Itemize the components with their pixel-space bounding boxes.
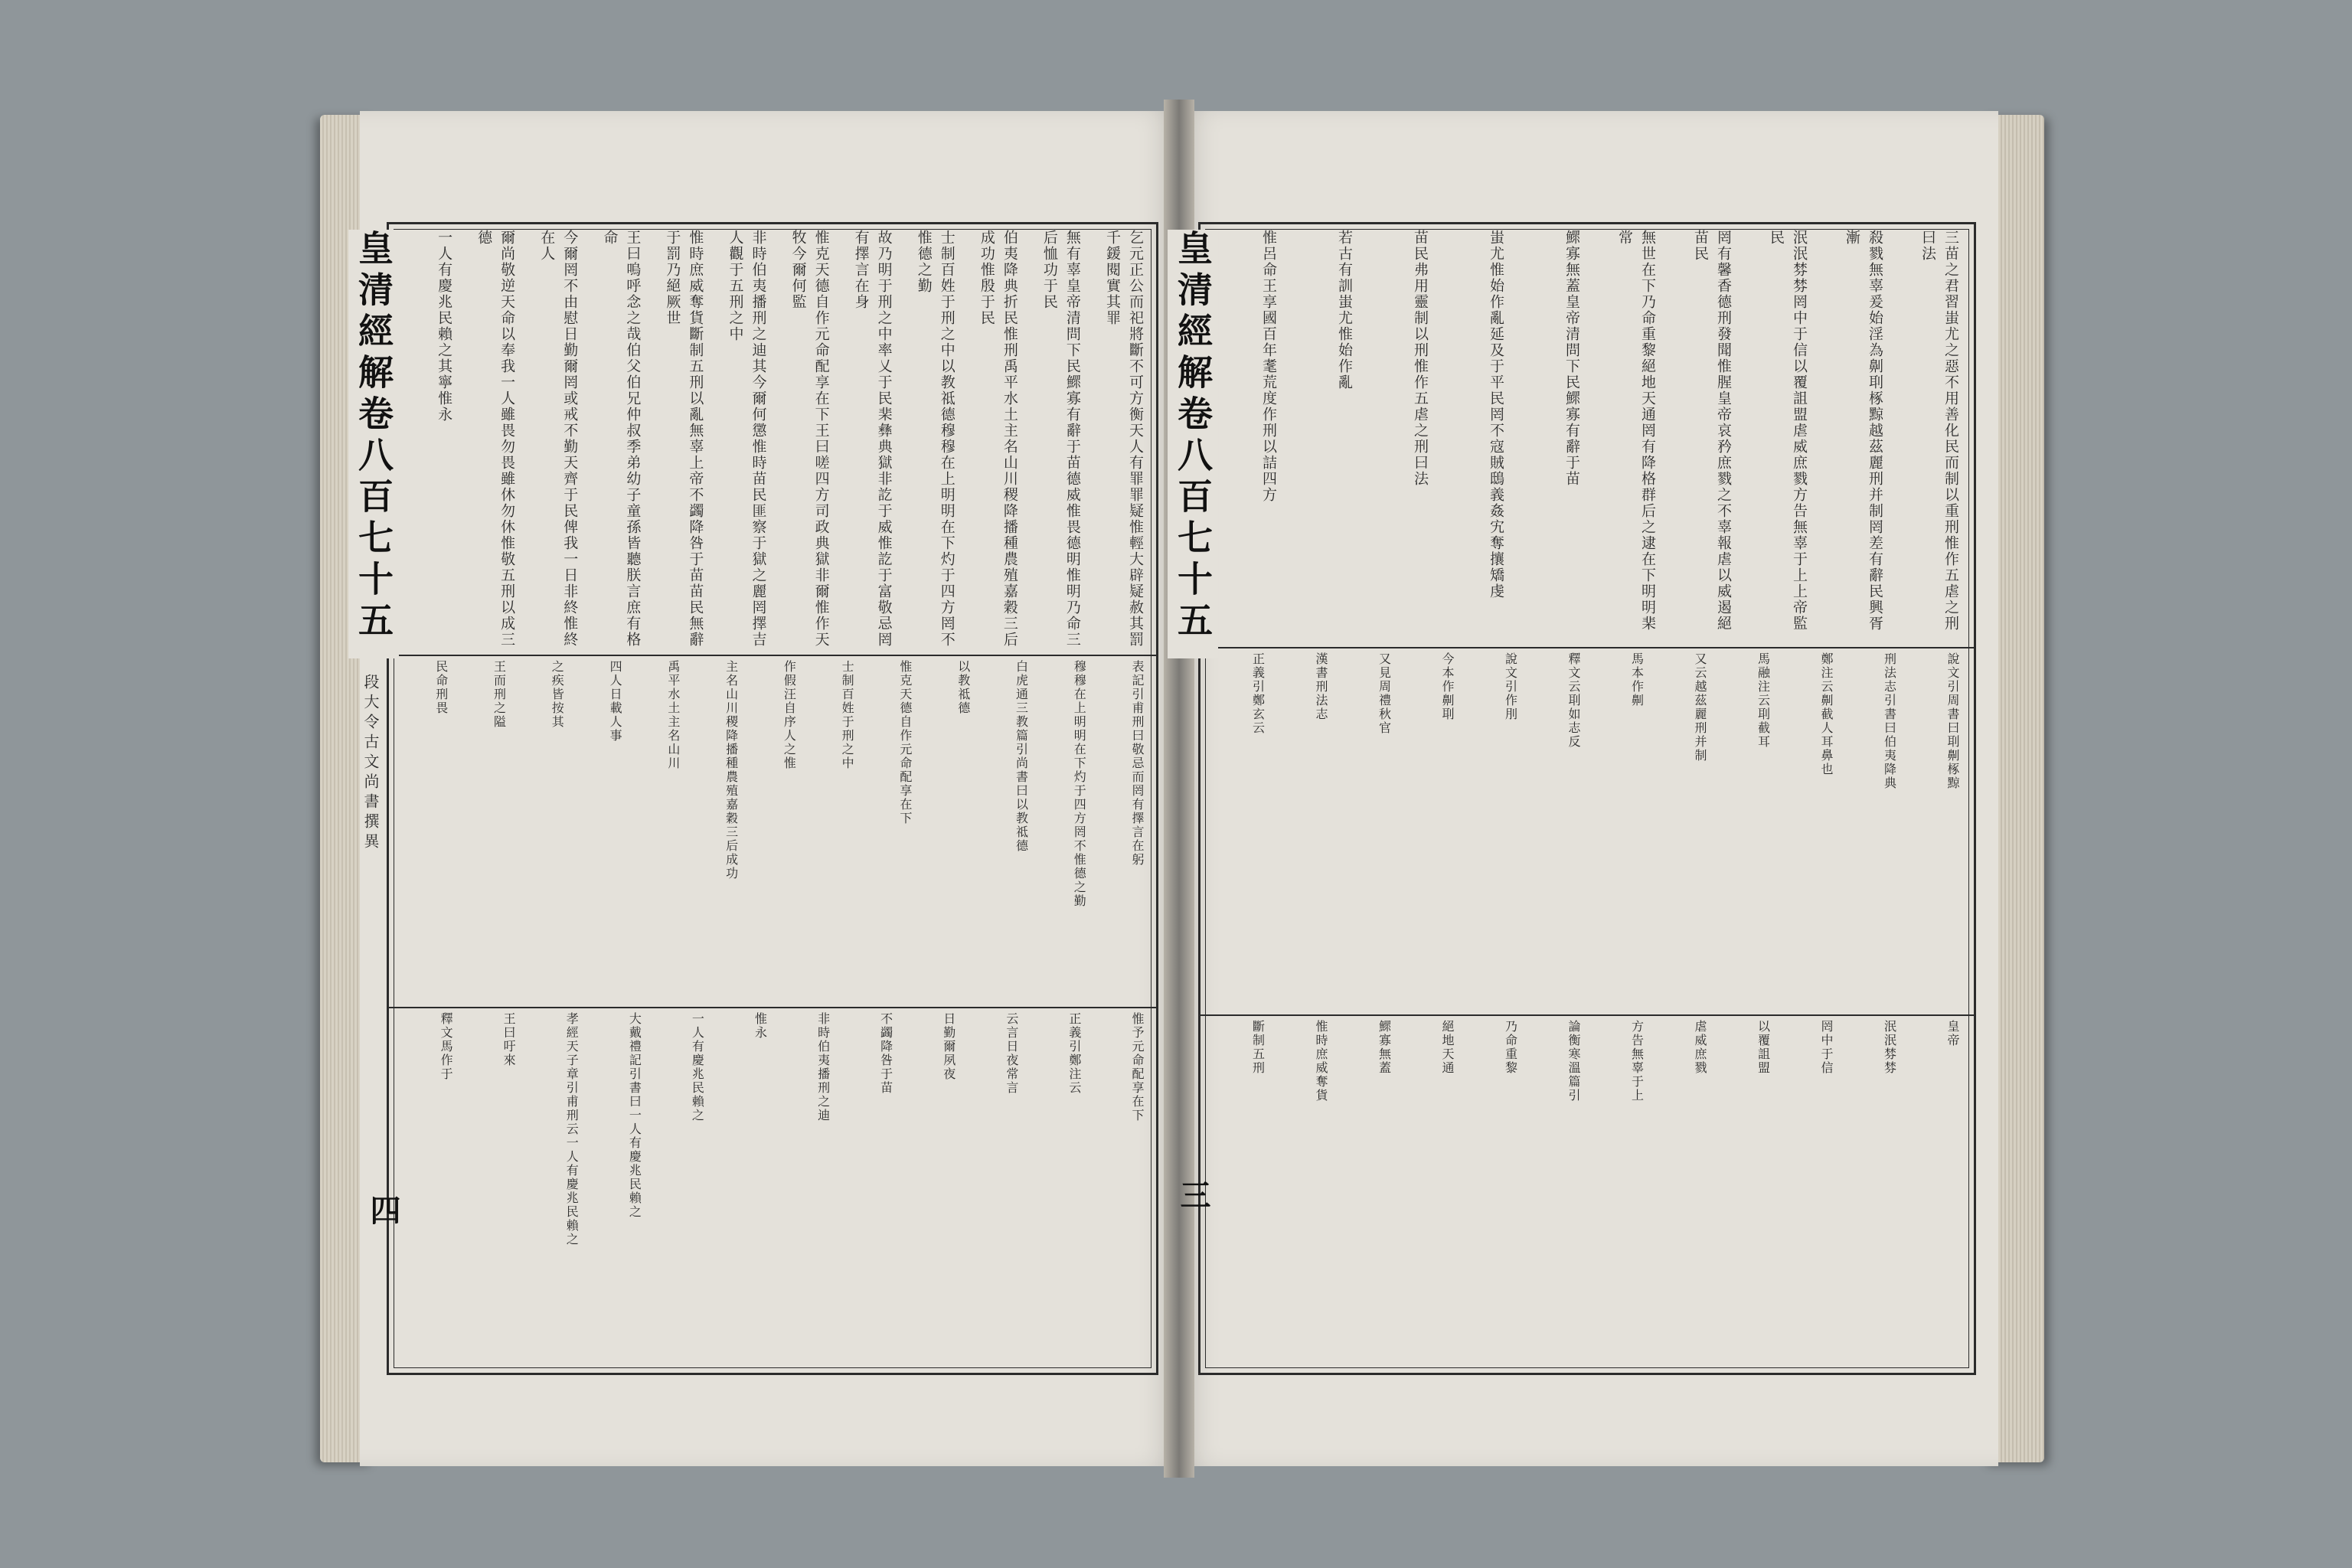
right-band-rule-2 <box>1198 1014 1976 1016</box>
left-bottom-column: 云言日夜常言 <box>1004 1012 1019 1095</box>
right-bottom-column: 斷制五刑 <box>1250 1020 1266 1075</box>
right-lower-column: 刑法志引書曰伯夷降典 <box>1882 652 1897 790</box>
left-upper-column: 士制百姓于刑之中以教祗德穆穆在上明明在下灼于四方罔不惟德之勤 <box>915 230 956 648</box>
right-bottom-column: 罔中于信 <box>1819 1020 1834 1075</box>
right-upper-column: 惟呂命王享國百年耄荒度作刑以詰四方 <box>1260 230 1277 503</box>
left-lower-column: 表記引甫刑曰敬忌而罔有擇言在躬 <box>1129 660 1145 867</box>
left-upper-column: 故乃明于刑之中率乂于民棐彝典獄非訖于威惟訖于富敬忌罔有擇言在身 <box>852 230 893 648</box>
left-upper-column: 無有辜皇帝清問下民鰥寡有辭于苗德威惟畏德明惟明乃命三后恤功于民 <box>1040 230 1081 648</box>
left-bottom-column: 大戴禮記引書曰一人有慶兆民賴之 <box>627 1012 642 1219</box>
left-lower-column: 以教祗德 <box>956 660 971 715</box>
left-lower-column: 民命刑畏 <box>433 660 449 715</box>
right-folio: 三 <box>1175 1179 1211 1210</box>
left-bottom-column: 惟永 <box>753 1012 768 1040</box>
right-bottom-column: 鰥寡無蓋 <box>1377 1020 1392 1075</box>
left-lower-column: 四人日載人事 <box>608 660 623 743</box>
left-upper-column: 伯夷降典折民惟刑禹平水土主名山川稷降播種農殖嘉穀三后成功惟殷于民 <box>978 230 1018 648</box>
left-upper-column: 非時伯夷播刑之迪其今爾何懲惟時苗民匪察于獄之麗罔擇吉人觀于五刑之中 <box>727 230 767 648</box>
left-lower-column: 白虎通三教篇引尚書曰以教祗德 <box>1014 660 1029 853</box>
right-bottom-column: 乃命重黎 <box>1503 1020 1518 1075</box>
right-bottom-column: 以覆詛盟 <box>1756 1020 1771 1075</box>
left-upper-column: 乞元正公而祀將斷不可方衡天人有罪罪疑惟輕大辟疑赦其罰千鍰閱實其罪 <box>1103 230 1144 648</box>
left-upper-column: 一人有慶兆民賴之其寧惟永 <box>436 230 453 423</box>
right-lower-column: 馬融注云刵截耳 <box>1756 652 1771 749</box>
left-upper-column: 惟時庶威奪貨斷制五刑以亂無辜上帝不蠲降咎于苗苗民無辭于罰乃絕厥世 <box>664 230 704 648</box>
right-bottom-column: 皇帝 <box>1945 1020 1960 1047</box>
left-lower-column: 穆穆在上明明在下灼于四方罔不惟德之勤 <box>1072 660 1087 908</box>
left-lower-column: 士制百姓于刑之中 <box>840 660 855 770</box>
left-upper-column: 今爾罔不由慰日勤爾罔或戒不勤天齊于民俾我一日非終惟終在人 <box>538 230 579 648</box>
left-margin-title: 皇清經解卷八百七十五 <box>348 230 399 658</box>
right-bottom-column: 論衡寒溫篇引 <box>1566 1020 1581 1102</box>
right-upper-column: 泯泯棼棼罔中于信以覆詛盟虐威庶戮方告無辜于上上帝監民 <box>1768 230 1808 632</box>
right-upper-column: 鰥寡無蓋皇帝清問下民鰥寡有辭于苗 <box>1563 230 1580 487</box>
left-lower-column: 禹平水土主名山川 <box>665 660 681 770</box>
right-lower-column: 漢書刑法志 <box>1314 652 1328 721</box>
right-upper-column: 若古有訓蚩尤惟始作亂 <box>1336 230 1353 390</box>
right-bottom-column: 泯泯棼棼 <box>1882 1020 1897 1075</box>
left-folio: 四 <box>365 1194 401 1225</box>
right-lower-column: 正義引鄭玄云 <box>1250 652 1266 735</box>
left-colophon: 段大令古文尚書撰異 <box>361 674 380 853</box>
left-bottom-column: 孝經天子章引甫刑云一人有慶兆民賴之 <box>564 1012 580 1246</box>
right-upper-column: 殺戮無辜爰始淫為劓刵椓黥越茲麗刑并制罔差有辭民興胥漸 <box>1844 230 1883 632</box>
right-upper-column: 罔有馨香德刑發聞惟腥皇帝哀矜庶戮之不辜報虐以威遏絕苗民 <box>1692 230 1732 632</box>
right-upper-column: 無世在下乃命重黎絕地天通罔有降格群后之逮在下明明棐常 <box>1616 230 1656 632</box>
right-bottom-column: 惟時庶威奪貨 <box>1314 1020 1328 1102</box>
left-bottom-column: 不蠲降咎于苗 <box>878 1012 893 1095</box>
right-lower-column: 馬本作劓 <box>1629 652 1645 707</box>
right-upper-column: 苗民弗用靈制以刑惟作五虐之刑曰法 <box>1412 230 1429 487</box>
left-upper-column: 王曰嗚呼念之哉伯父伯兄仲叔季弟幼子童孫皆聽朕言庶有格命 <box>601 230 642 648</box>
right-upper-column: 蚩尤惟始作亂延及于平民罔不寇賊鴟義姦宄奪攘矯虔 <box>1488 230 1504 599</box>
left-bottom-column: 一人有慶兆民賴之 <box>690 1012 705 1122</box>
right-bottom-column: 絕地天通 <box>1440 1020 1455 1075</box>
left-lower-column: 王而刑之隘 <box>492 660 507 729</box>
left-bottom-column: 惟予元命配享在下 <box>1129 1012 1145 1122</box>
right-bottom-column: 虐威庶戮 <box>1693 1020 1707 1075</box>
left-bottom-column: 正義引鄭注云 <box>1067 1012 1082 1095</box>
right-band-rule-1 <box>1198 647 1976 648</box>
left-lower-column: 之疾皆按其 <box>550 660 565 729</box>
right-lower-column: 又云越茲麗刑并制 <box>1693 652 1707 763</box>
right-lower-column: 釋文云刵如志反 <box>1566 652 1581 749</box>
left-lower-column: 惟克天德自作元命配享在下 <box>897 660 913 825</box>
left-upper-column: 爾尚敬逆天命以奉我一人雖畏勿畏雖休勿休惟敬五刑以成三德 <box>475 230 516 648</box>
right-lower-column: 說文引作刖 <box>1503 652 1518 721</box>
left-bottom-column: 釋文馬作于 <box>439 1012 454 1081</box>
left-lower-column: 作假汪自序人之惟 <box>782 660 797 770</box>
right-lower-column: 今本作劓刵 <box>1440 652 1455 721</box>
left-upper-column: 惟克天德自作元命配享在下王曰嗟四方司政典獄非爾惟作天牧今爾何監 <box>789 230 830 648</box>
right-lower-column: 說文引周書曰刵劓椓黥 <box>1945 652 1960 790</box>
left-lower-column: 主名山川稷降播種農殖嘉穀三后成功 <box>724 660 739 880</box>
right-margin-title: 皇清經解卷八百七十五 <box>1168 230 1218 658</box>
left-bottom-column: 非時伯夷播刑之迪 <box>815 1012 831 1122</box>
left-bottom-column: 日勤爾夙夜 <box>941 1012 956 1081</box>
right-lower-column: 鄭注云劓截人耳鼻也 <box>1819 652 1834 776</box>
right-upper-column: 三苗之君習蚩尤之惡不用善化民而制以重刑惟作五虐之刑曰法 <box>1919 230 1959 632</box>
right-bottom-column: 方告無辜于上 <box>1629 1020 1645 1102</box>
left-band-rule-1 <box>387 655 1158 656</box>
left-band-rule-2 <box>387 1007 1158 1008</box>
right-lower-column: 又見周禮秋官 <box>1377 652 1392 735</box>
left-bottom-column: 王曰吁來 <box>501 1012 517 1067</box>
